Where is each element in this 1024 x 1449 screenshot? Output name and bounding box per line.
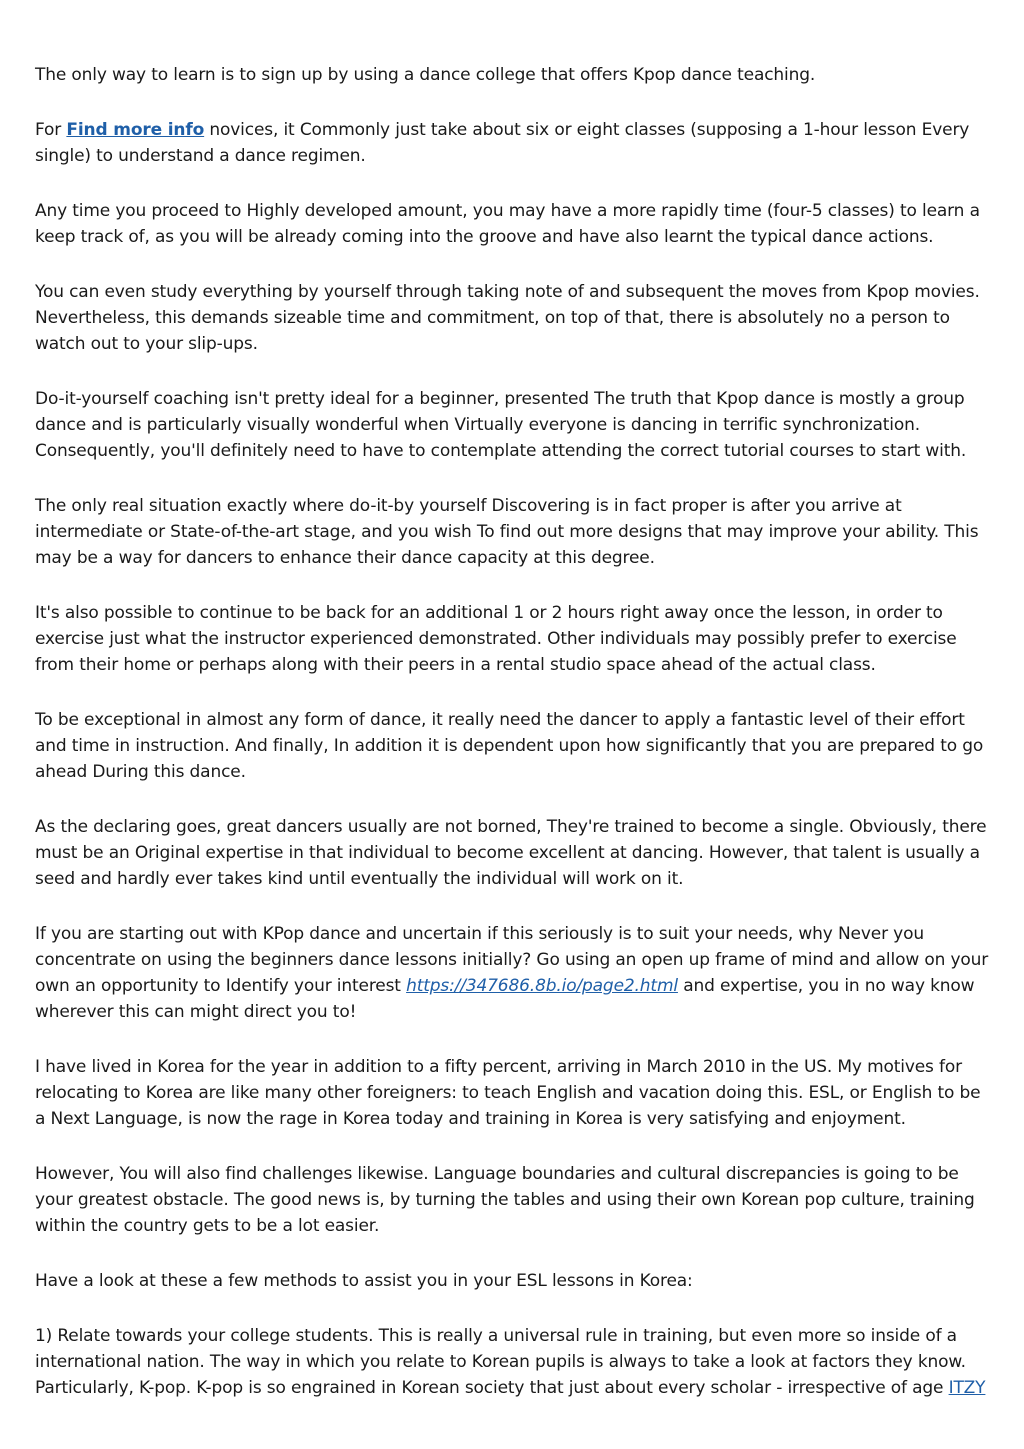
paragraph xyxy=(35,921,991,1025)
paragraph: As the declaring goes, great dancers usually are not borned, They're trained to become a single. Obviously, there must be an Original expertise in that individual to become excellent at dancing. However, that talent is usually a seed and hardly ever takes kind until eventually the individual will work on it. xyxy=(35,817,987,889)
paragraph: It's also possible to continue to be back for an additional 1 or 2 hours right away once the lesson, in order to exercise just what the instructor experienced demonstrated. Other individuals may possibly prefer to exercise from their home or perhaps along with their peers in a rental studio space ahead of the actual class. xyxy=(35,603,957,675)
paragraph-text: For xyxy=(35,120,67,140)
paragraph: I have lived in Korea for the year in addition to a fifty percent, arriving in March 2010 in the US. My motives for relocating to Korea are like many other foreigners: to teach English and vacation doing this. ESL, or English to be a Next Language, is now the rage in Korea today and training in Korea is very satisfying and enjoyment. xyxy=(35,1057,981,1129)
paragraph: Any time you proceed to Highly developed amount, you may have a more rapidly time (four-5 classes) to learn a keep track of, as you will be already coming into the groove and have also learnt the typical dance actions. xyxy=(35,201,980,247)
paragraph: The only way to learn is to sign up by using a dance college that offers Kpop dance teaching. xyxy=(35,65,816,85)
paragraph-text: novices, it Commonly just take about six or eight classes (supposing a 1-hour lesson Every single) to understand a dance regimen. xyxy=(35,120,970,166)
itzy-link[interactable]: ITZY xyxy=(948,1378,986,1398)
page2-url-link[interactable]: https://347686.8b.io/page2.html xyxy=(406,976,678,996)
document-body xyxy=(35,62,991,1430)
paragraph: However, You will also find challenges likewise. Language boundaries and cultural discrepancies is going to be your greatest obstacle. The good news is, by turning the tables and using their own Korean pop culture, training within the country gets to be a lot easier. xyxy=(35,1164,975,1236)
find-more-info-link[interactable]: Find more info xyxy=(66,120,205,140)
paragraph: The only real situation exactly where do-it-by yourself Discovering is in fact proper is after you arrive at intermediate or State-of-the-art stage, and you wish To find out more designs that may improve your ability. This may be a way for dancers to enhance their dance capacity at this degree. xyxy=(35,496,979,568)
paragraph: Have a look at these a few methods to assist you in your ESL lessons in Korea: xyxy=(35,1271,693,1291)
paragraph: You can even study everything by yourself through taking note of and subsequent the moves from Kpop movies. Nevertheless, this demands sizeable time and commitment, on top of that, there is absolutely no a person to watch out to your slip-ups. xyxy=(35,282,980,354)
paragraph-text: and expertise, you in no way know wherever this can might direct you to! xyxy=(35,976,975,1022)
paragraph xyxy=(35,117,991,169)
paragraph-text: 1) Relate towards your college students. This is really a universal rule in training, but even more so inside of a international nation. The way in which you relate to Korean pupils is always to take a look at factors they know. Particularly, K-pop. K-pop is so engrained in Korean society that just about every scholar - irrespective of age xyxy=(35,1326,966,1398)
paragraph: Do-it-yourself coaching isn't pretty ideal for a beginner, presented The truth that Kpop dance is mostly a group dance and is particularly visually wonderful when Virtually everyone is dancing in terrific synchronization. Consequently, you'll definitely need to have to contemplate attending the correct tutorial courses to start with. xyxy=(35,389,967,461)
paragraph-text: If you are starting out with KPop dance and uncertain if this seriously is to suit your needs, why Never you concentrate on using the beginners dance lessons initially? Go using an open up frame of mind and allow on your own an opportunity to Identify your interest xyxy=(35,924,989,996)
paragraph xyxy=(35,1323,991,1401)
paragraph: To be exceptional in almost any form of dance, it really need the dancer to apply a fantastic level of their effort and time in instruction. And finally, In addition it is dependent upon how significantly that you are prepared to go ahead During this dance. xyxy=(35,710,984,782)
